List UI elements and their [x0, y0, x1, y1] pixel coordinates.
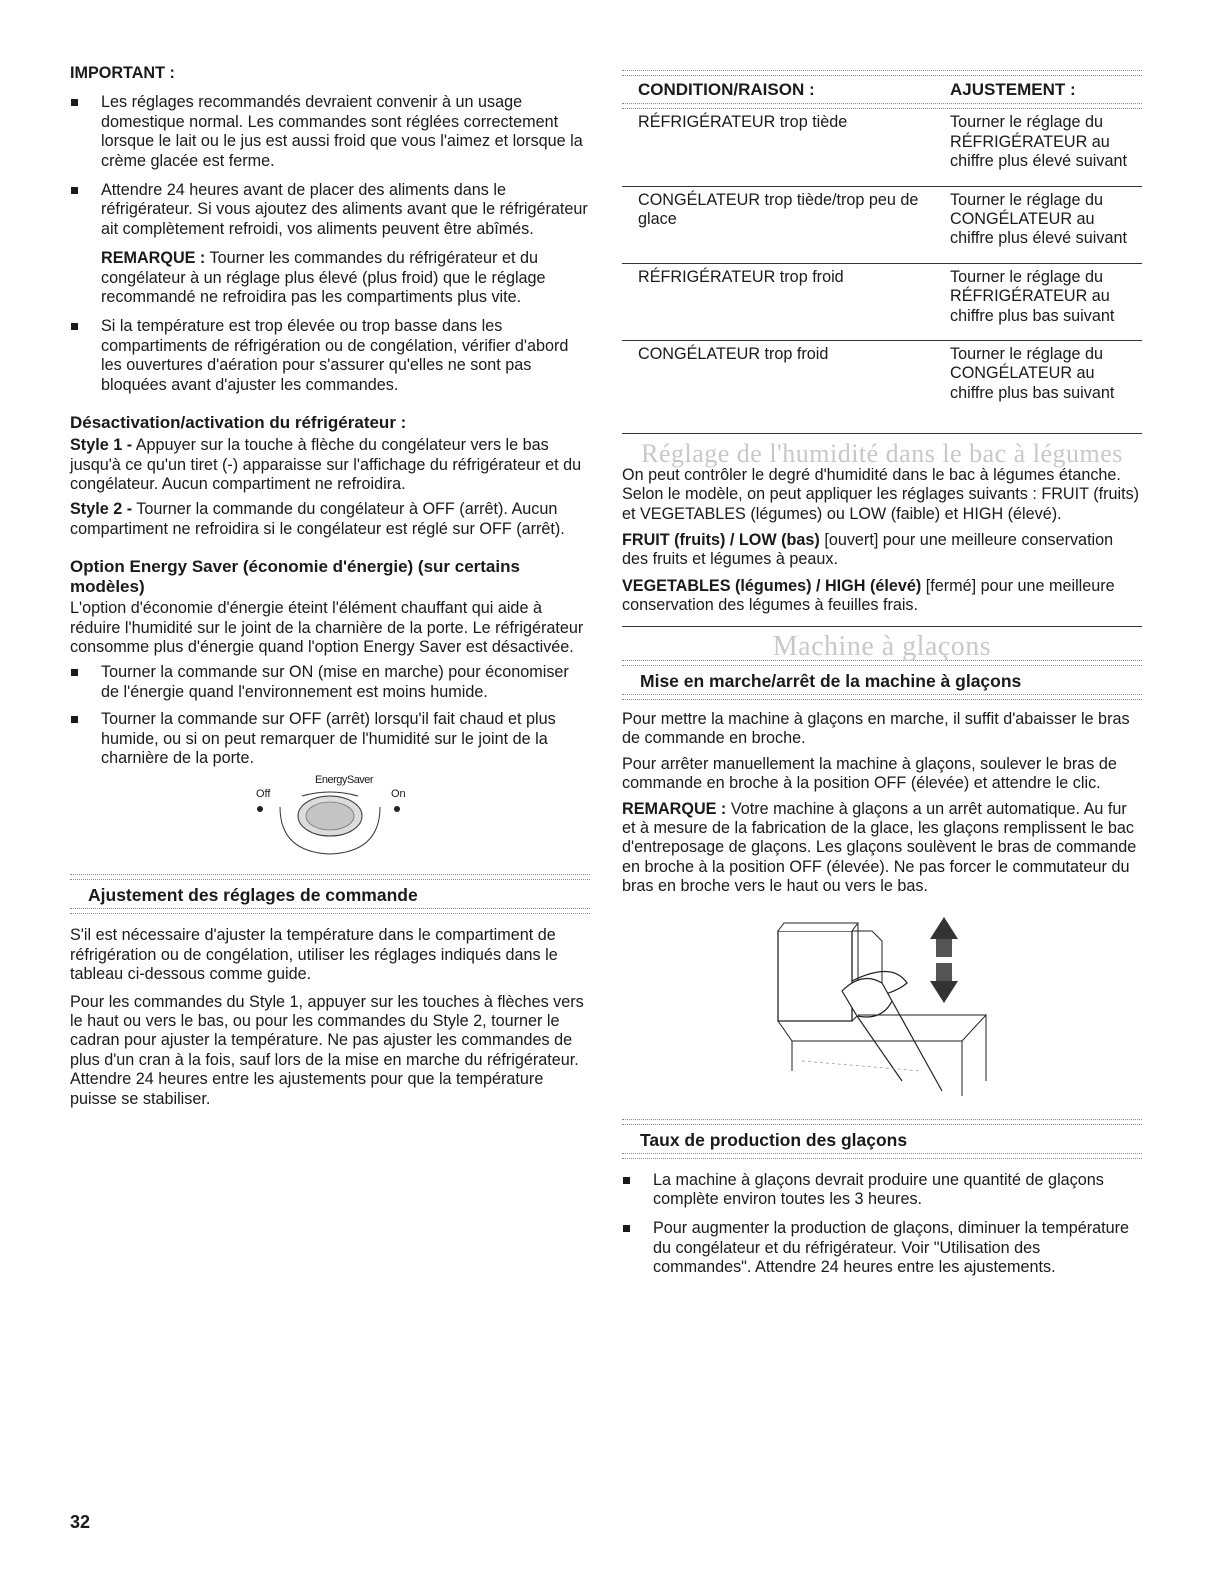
vegetables-label: VEGETABLES (légumes) / HIGH (élevé) — [622, 576, 922, 595]
humidity-paragraph: On peut contrôler le degré d'humidité dans le bac à légumes étanche. Selon le modèle, on peut appliquer les réglages suivants : FRUIT (fruits) et VEGETABLES (légumes) ou LOW (faible) et HIGH (élevé). — [622, 465, 1140, 523]
ice-on-off-heading: Mise en marche/arrêt de la machine à glaçons — [640, 670, 1022, 691]
adjustment-heading: Ajustement des réglages de commande — [88, 885, 418, 906]
section-divider — [622, 694, 1142, 700]
switch-off-label: Off — [256, 788, 271, 801]
section-divider — [622, 1153, 1142, 1159]
note-paragraph — [70, 249, 590, 307]
ice-paragraph: Pour arrêter manuellement la machine à glaçons, soulever le bras de commande en broche à la position OFF (élevée) et attendre le clic. — [622, 754, 1117, 793]
note-label: REMARQUE : — [101, 249, 206, 268]
fruit-paragraph — [622, 531, 1142, 570]
list-item: Si la température est trop élevée ou trop basse dans les compartiments de réfrigération ou de congélation, vérifier d'abord les ouvertures d'aération pour s'assurer qu'elles ne sont pas bloquées avant d'ajuster les commandes. — [70, 317, 590, 395]
table-header-condition: CONDITION/RAISON : — [638, 80, 815, 99]
ice-maker-section-title: Machine à glaçons — [772, 630, 992, 662]
style2-paragraph — [70, 500, 590, 539]
section-divider — [70, 908, 590, 914]
table-cell-condition: RÉFRIGÉRATEUR trop froid — [622, 263, 950, 340]
list-item: Pour augmenter la production de glaçons, diminuer la température du congélateur et du réfrigérateur. Voir "Utilisation des commandes". Attendre 24 heures entre les ajustements. — [622, 1219, 1142, 1277]
table-bottom-border — [622, 433, 1142, 434]
section-rule — [622, 626, 1142, 627]
switch-title-label: EnergySaver — [315, 774, 374, 787]
humidity-section-title: Réglage de l'humidité dans le bac à légumes — [641, 439, 1123, 469]
style2-label: Style 2 - — [70, 500, 133, 519]
ice-rate-heading: Taux de production des glaçons — [640, 1129, 908, 1150]
energy-saver-heading: Option Energy Saver (économie d'énergie) (sur certains modèles) — [70, 557, 520, 597]
list-item: La machine à glaçons devrait produire une quantité de glaçons complète environ toutes les 3 heures. — [622, 1171, 1142, 1210]
ice-note-text: Votre machine à glaçons a un arrêt automatique. Au fur et à mesure de la fabrication de la glace, les glaçons remplissent le bac d'entreposage de glaçons. Les glaçons soulèvent le bras de commande en broche à la position OFF (élevée). Ne pas forcer le commutateur du bras en broche vers le haut ou vers le bas. — [622, 799, 1137, 896]
energy-saver-switch-illustration — [240, 774, 440, 864]
vegetables-text: [fermé] pour une meilleure conservation des légumes à feuilles frais. — [622, 576, 1115, 615]
switch-on-label: On — [391, 788, 406, 801]
table-cell-adjustment: Tourner le réglage du RÉFRIGÉRATEUR au chiffre plus élevé suivant — [950, 113, 1127, 171]
table-row — [622, 186, 1142, 263]
table-row — [622, 341, 1142, 434]
table-header-row — [622, 76, 1142, 103]
table-cell-adjustment: Tourner le réglage du CONGÉLATEUR au chiffre plus bas suivant — [950, 341, 1142, 434]
left-column — [70, 64, 590, 1109]
list-item: Attendre 24 heures avant de placer des aliments dans le réfrigérateur. Si vous ajoutez des aliments avant que le réfrigérateur ait complètement refroidi, vos aliments peuvent être abîmés. — [70, 181, 590, 239]
table-row — [622, 263, 1142, 340]
ice-note-paragraph — [622, 800, 1142, 897]
table-cell-condition: RÉFRIGÉRATEUR trop tiède — [638, 113, 848, 132]
note-text: Tourner les commandes du réfrigérateur et du congélateur à un réglage plus élevé (plus froid) que le réglage recommandé ne refroidira pas les compartiments plus vite. — [101, 249, 546, 307]
ice-maker-illustration — [772, 911, 1002, 1111]
energy-saver-paragraph: L'option d'économie d'énergie éteint l'élément chauffant qui aide à réduire l'humidité sur le joint de la charnière de la porte. Le réfrigérateur consomme plus d'énergie quand l'option Energy Saver est désactivée. — [70, 599, 584, 656]
ice-maker-arm-illustration-icon — [772, 911, 1002, 1111]
style2-text: Tourner la commande du congélateur à OFF (arrêt). Aucun compartiment ne refroidira si le congélateur est réglé sur OFF (arrêt). — [70, 500, 565, 538]
right-column — [622, 70, 1142, 1278]
ice-paragraph: Pour mettre la machine à glaçons en marche, il suffit d'abaisser le bras de commande en broche. — [622, 709, 1130, 748]
ice-note-label: REMARQUE : — [622, 799, 727, 818]
adjustment-table — [622, 76, 1142, 433]
fruit-label: FRUIT (fruits) / LOW (bas) — [622, 530, 820, 549]
style1-paragraph — [70, 436, 590, 494]
adjustment-paragraph: S'il est nécessaire d'ajuster la température dans le compartiment de réfrigération ou de congélation, utiliser les réglages indiqués dans le tableau ci-dessous comme guide. — [70, 926, 558, 984]
vegetables-paragraph — [622, 577, 1142, 616]
list-item: Tourner la commande sur OFF (arrêt) lorsqu'il fait chaud et plus humide, ou si on peut remarquer de l'humidité sur le joint de la charnière de la porte. — [70, 710, 590, 768]
section-divider — [70, 874, 590, 880]
table-header-adjustment: AJUSTEMENT : — [950, 80, 1076, 99]
table-row — [622, 109, 1142, 186]
table-cell-adjustment: Tourner le réglage du CONGÉLATEUR au chiffre plus élevé suivant — [950, 186, 1142, 263]
table-cell-adjustment: Tourner le réglage du RÉFRIGÉRATEUR au chiffre plus bas suivant — [950, 263, 1142, 340]
section-divider — [622, 1119, 1142, 1125]
table-cell-condition: CONGÉLATEUR trop froid — [622, 341, 950, 434]
list-item: Tourner la commande sur ON (mise en marche) pour économiser de l'énergie quand l'environnement est moins humide. — [70, 663, 590, 702]
switch-dial-icon — [240, 774, 440, 864]
adjustment-paragraph: Pour les commandes du Style 1, appuyer sur les touches à flèches vers le haut ou vers le bas, ou pour les commandes du Style 2, tourner le cadran pour ajuster la température. Ne pas ajuster les commandes de plus d'un cran à la fois, sauf lors de la mise en marche du réfrigérateur. Attendre 24 heures entre les ajustements pour que la température puisse se stabiliser. — [70, 992, 584, 1108]
important-heading: IMPORTANT : — [70, 64, 175, 82]
style1-text: Appuyer sur la touche à flèche du congélateur vers le bas jusqu'à ce qu'un tiret (-) apparaisse sur l'affichage du réfrigérateur et du congélateur. Aucun compartiment ne refroidira. — [70, 436, 582, 493]
deactivation-heading: Désactivation/activation du réfrigérateur : — [70, 413, 407, 433]
page-number: 32 — [70, 1512, 91, 1532]
style1-label: Style 1 - — [70, 436, 133, 455]
list-item: Les réglages recommandés devraient convenir à un usage domestique normal. Les commandes sont réglées correctement lorsque le lait ou le jus est aussi froid que vous l'aimez et lorsque la crème glacée est ferme. — [70, 93, 590, 171]
table-cell-condition: CONGÉLATEUR trop tiède/trop peu de glace — [622, 186, 950, 263]
fruit-text: [ouvert] pour une meilleure conservation des fruits et légumes à peaux. — [622, 530, 1114, 569]
